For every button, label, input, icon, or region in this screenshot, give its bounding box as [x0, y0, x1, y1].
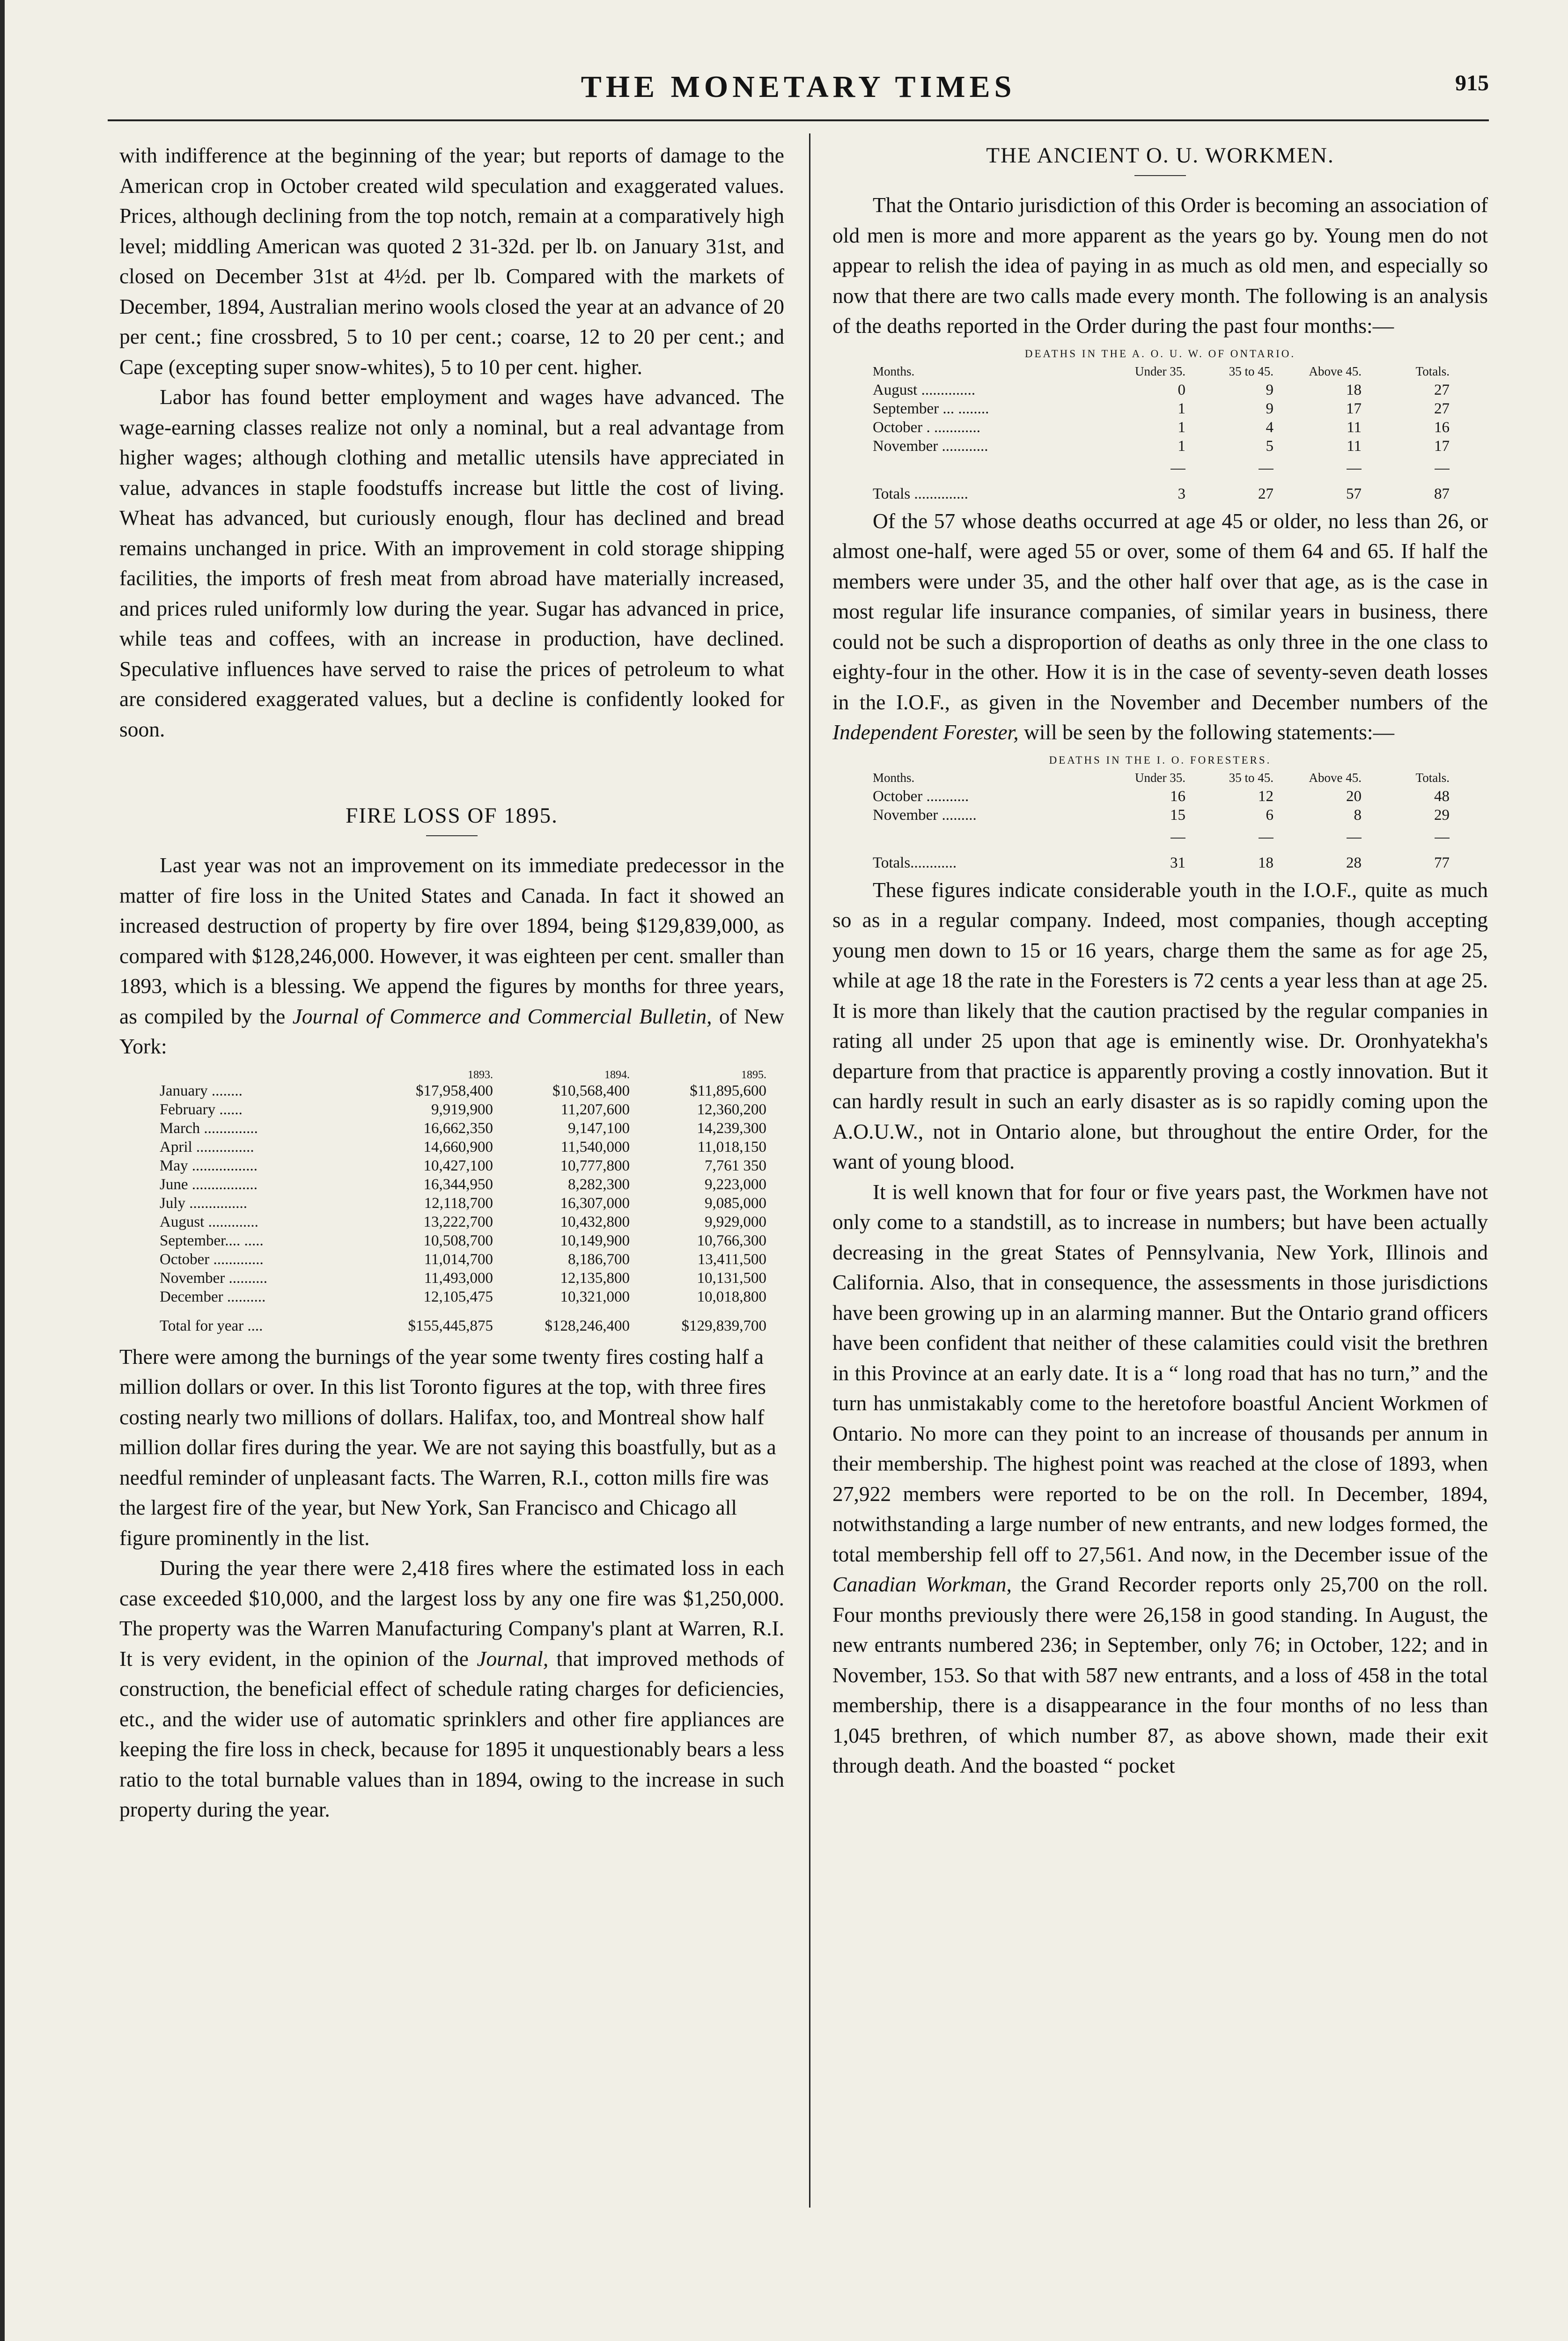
value-cell: 8,282,300	[568, 1176, 630, 1193]
value-cell: 9,085,000	[705, 1194, 766, 1212]
fire-p1-text: Last year was not an improvement on its immediate predecessor in the matter of fire loss in the United States and Canada. In fact it showed an increased destruction of property by fire over 1894, being $129,839,000, as compared with $128,246,000. However, it was eighteen per cent. smaller than 1893, which is a blessing. We append the figures by months for three years, as compiled by the	[119, 853, 784, 1028]
value-cell: 6	[1266, 806, 1274, 824]
table-header: Totals.	[1415, 364, 1450, 378]
value-cell: 10,777,800	[560, 1157, 630, 1174]
fire-loss-table	[157, 1068, 769, 1335]
table-header	[157, 1068, 359, 1082]
table-header-row	[870, 362, 1452, 381]
table-total-row	[870, 843, 1452, 872]
value-cell: 11	[1347, 419, 1362, 436]
heading-rule	[1134, 175, 1186, 176]
fire-p3-text: During the year there were 2,418 fires where the estimated loss in each case exceeded $10,000, and the largest loss by any one fire was $1,250,000. The property was the Warren Manufacturing Company's plant at Warren, R.I. It is very evident, in the opinion of the	[119, 1556, 784, 1671]
table-row	[870, 399, 1452, 418]
table-total-row	[870, 474, 1452, 503]
total-cell: $155,445,875	[408, 1317, 493, 1334]
value-cell: 16	[1434, 419, 1450, 436]
fire-p3-end: that improved methods of construction, the beneficial effect of schedule rating charges for deficiencies, etc., and the wider use of automatic sprinklers and other fire appliances are keeping the fire loss in check, because for 1895 it unquestionably bears a less ratio to the total burnable values than in 1894, owing to the increase in such property during the year.	[119, 1646, 785, 1821]
value-cell: 1	[1178, 419, 1185, 436]
dash-rule	[1347, 838, 1362, 839]
total-label: Totals ..............	[873, 485, 968, 502]
masthead	[108, 66, 1489, 122]
table-header: 35 to 45.	[1229, 364, 1274, 378]
month-cell: December ..........	[160, 1288, 266, 1305]
value-cell: 17	[1346, 400, 1362, 417]
total-label: Total for year ....	[160, 1317, 263, 1334]
value-cell: 48	[1434, 788, 1450, 805]
value-cell: 16	[1170, 788, 1185, 805]
page-binding-edge	[0, 0, 5, 2341]
value-cell: 9	[1266, 400, 1274, 417]
value-cell: 1	[1178, 437, 1185, 455]
table-row	[157, 1269, 769, 1288]
table-header: Months.	[873, 770, 915, 785]
value-cell: 27	[1434, 400, 1450, 417]
table-row	[157, 1156, 769, 1175]
heading-rule	[426, 835, 478, 836]
month-cell: October .............	[160, 1251, 264, 1268]
p2-end: will be seen by the following statements:—	[1023, 720, 1395, 744]
workmen-paragraph-4	[832, 1177, 1488, 1781]
iof-table-caption: DEATHS IN THE I. O. FORESTERS.	[1049, 754, 1272, 766]
month-cell: September.... .....	[160, 1232, 264, 1249]
value-cell: 11,540,000	[560, 1138, 630, 1156]
month-cell: August .............	[160, 1213, 258, 1230]
table-total-row	[157, 1306, 769, 1335]
value-cell: 16,344,950	[423, 1176, 493, 1193]
value-cell: 10,131,500	[697, 1269, 766, 1287]
total-cell: 3	[1178, 485, 1185, 502]
p4-text: It is well known that for four or five years past, the Workmen have not only come to a standstill, as to increase in numbers; but have been actually decreasing in the great States of Pennsylvania, New York, Illinois and California. Also, that in consequence, the assessments in those jurisdictions have been growing up in an alarming manner. But the Ontario grand officers have been confident that neither of these calamities could visit the brethren in this Province at an early date. It is a “ long road that has no turn,” and the turn has unmistakably come to the heretofore boastful Ancient Workmen of Ontario. No more can they point to an increase of thousands per annum in their membership. The highest point was reached at the close of 1893, when 27,922 members were reported to be on the roll. In December, 1894, notwithstanding a large number of new entrants, and new lodges formed, the total membership fell off to 27,561. And now, in the December issue of the	[832, 1179, 1488, 1566]
table-header: Under 35.	[1135, 364, 1185, 378]
value-cell: 14,660,900	[423, 1138, 493, 1156]
workmen-heading: THE ANCIENT O. U. WORKMEN.	[986, 143, 1334, 168]
fire-p1-end: of New York:	[119, 1004, 784, 1058]
table-row	[157, 1194, 769, 1213]
value-cell: 16,662,350	[423, 1119, 493, 1137]
month-cell: November .........	[873, 806, 977, 824]
independent-forester-title: Independent Forester,	[832, 720, 1019, 744]
table-header-row	[157, 1068, 769, 1082]
p2-text: Of the 57 whose deaths occurred at age 45 or older, no less than 26, or almost one-half, were aged 55 or over, some of them 64 and 65. If half the members were under 35, and the other half over that age, as is the case in most regular life insurance companies, of similar years in business, there could not be such a disproportion of deaths as only three in the one class to eighty-four in the other. How it is in the case of seventy-seven death losses in the I.O.F., as given in the November and December numbers of the	[832, 508, 1488, 714]
value-cell: 10,321,000	[560, 1288, 630, 1305]
month-cell: May .................	[160, 1157, 258, 1174]
value-cell: 17	[1434, 437, 1450, 455]
value-cell: 12	[1258, 788, 1274, 805]
value-cell: 11,018,150	[697, 1138, 766, 1156]
table-row	[157, 1138, 769, 1156]
total-cell: 77	[1434, 854, 1450, 871]
table-row	[157, 1213, 769, 1231]
month-cell: February ......	[160, 1101, 243, 1118]
month-cell: September ... ........	[873, 400, 989, 417]
month-cell: June .................	[160, 1176, 258, 1193]
value-cell: 9,919,900	[431, 1101, 493, 1118]
value-cell: 0	[1178, 381, 1185, 398]
table-row	[157, 1175, 769, 1194]
table-row	[157, 1119, 769, 1138]
table-header: Above 45.	[1309, 364, 1362, 378]
total-cell: 87	[1434, 485, 1450, 502]
value-cell: 7,761 350	[705, 1157, 766, 1174]
value-cell: 8	[1354, 806, 1362, 824]
value-cell: 10,018,800	[697, 1288, 766, 1305]
workmen-paragraph-1: That the Ontario jurisdiction of this Order is becoming an association of old men is more and more apparent as the years go by. Young men do not appear to relish the idea of paying in as much as old men, and especially so now that there are two calls made every month. The following is an analysis of the deaths reported in the Order during the past four months:—	[832, 193, 1488, 338]
total-cell: 31	[1170, 854, 1185, 871]
table-header: Under 35.	[1135, 770, 1185, 785]
month-cell: October ...........	[873, 788, 969, 805]
table-dash-row	[870, 825, 1452, 843]
total-cell: $128,246,400	[545, 1317, 630, 1334]
value-cell: 13,411,500	[697, 1251, 766, 1268]
table-row	[870, 806, 1452, 825]
month-cell: January ........	[160, 1082, 243, 1099]
value-cell: 20	[1346, 788, 1362, 805]
dash-rule	[1259, 469, 1274, 470]
iof-deaths-table	[870, 768, 1452, 872]
table-dash-row	[870, 456, 1452, 474]
value-cell: 11,014,700	[424, 1251, 493, 1268]
month-cell: October . ............	[873, 419, 981, 436]
total-cell: 57	[1346, 485, 1362, 502]
wool-market-paragraph: with indifference at the beginning of the year; but reports of damage to the American crop in October created wild speculation and exaggerated values. Prices, although declining from the top notch, remain at a comparatively high level; middling American was quoted 2 31-32d. per lb. on January 31st, and closed on December 31st at 4½d. per lb. Compared with the markets of December, 1894, Australian merino wools closed the year at an advance of 20 per cent.; fine crossbred, 5 to 10 per cent.; coarse, 12 to 20 per cent.; and Cape (excepting super snow-whites), 5 to 10 per cent. higher.	[119, 143, 784, 379]
value-cell: $10,568,400	[552, 1082, 630, 1099]
table-row	[157, 1288, 769, 1306]
month-cell: March ..............	[160, 1119, 258, 1137]
month-cell: November ..........	[160, 1269, 268, 1287]
value-cell: 12,118,700	[424, 1194, 493, 1212]
dash-rule	[1259, 838, 1274, 839]
aouw-table-caption: DEATHS IN THE A. O. U. W. OF ONTARIO.	[1024, 347, 1296, 360]
table-row	[870, 787, 1452, 806]
total-label: Totals............	[873, 854, 957, 871]
dash-rule	[1170, 838, 1185, 839]
fire-loss-paragraph-3	[119, 1553, 784, 1825]
value-cell: 5	[1266, 437, 1274, 455]
table-header: 1894.	[604, 1068, 630, 1081]
value-cell: 12,135,800	[560, 1269, 630, 1287]
table-row	[157, 1082, 769, 1100]
p4-end: the Grand Recorder reports only 25,700 on the roll. Four months previously there were 26,158 in good standing. In August, the new entrants numbered 236; in September, only 76; in October, 122; and in November, 153. So that with 587 new entrants, and a loss of 458 in the total membership, there is a disappearance in the four months of no less than 1,045 brethren, of which number 87, as above shown, made their exit through death. And the boasted “ pocket	[832, 1572, 1488, 1777]
table-header: Above 45.	[1309, 770, 1362, 785]
value-cell: 10,766,300	[697, 1232, 766, 1249]
value-cell: 4	[1266, 419, 1274, 436]
fire-loss-heading: FIRE LOSS OF 1895.	[346, 803, 558, 828]
value-cell: 10,149,900	[560, 1232, 630, 1249]
month-cell: August ..............	[873, 381, 976, 398]
canadian-workman-title: Canadian Workman,	[832, 1572, 1012, 1596]
labor-paragraph: Labor has found better employment and wages have advanced. The wage-earning classes realize not only a nominal, but a real advantage from higher wages; although clothing and metallic utensils have appreciated in value, advances in staple foodstuffs increase but little the cost of living. Wheat has advanced, but curiously enough, flour has declined and bread remains unchanged in price. With an improvement in cold storage shipping facilities, the imports of fresh meat from abroad have materially increased, and prices ruled uniformly low during the year. Sugar has advanced in price, while teas and coffees, with an increase in production, have declined. Speculative influences have served to raise the prices of petroleum to what are considered exaggerated values, but a decline is confidently looked for soon.	[119, 385, 784, 741]
masthead-rule	[108, 119, 1489, 121]
journal-ref: Journal,	[477, 1646, 549, 1671]
table-header: 35 to 45.	[1229, 770, 1274, 785]
aouw-deaths-table	[870, 362, 1452, 503]
table-row	[157, 1100, 769, 1119]
month-cell: November ............	[873, 437, 988, 455]
value-cell: 10,432,800	[560, 1213, 630, 1230]
value-cell: 9,223,000	[705, 1176, 766, 1193]
value-cell: 15	[1170, 806, 1185, 824]
masthead-title: THE MONETARY TIMES	[581, 70, 1016, 104]
total-cell: 18	[1258, 854, 1274, 871]
table-header: Totals.	[1415, 770, 1450, 785]
total-cell: $129,839,700	[681, 1317, 766, 1334]
value-cell: 10,427,100	[423, 1157, 493, 1174]
value-cell: 10,508,700	[423, 1232, 493, 1249]
table-header: 1893.	[468, 1068, 493, 1081]
workmen-paragraph-2	[832, 506, 1488, 748]
page-number: 915	[1455, 71, 1489, 96]
table-header: Months.	[873, 364, 915, 378]
table-header-row	[870, 768, 1452, 787]
table-header: 1895.	[741, 1068, 766, 1081]
value-cell: 16,307,000	[560, 1194, 630, 1212]
value-cell: $17,958,400	[416, 1082, 493, 1099]
dash-rule	[1435, 838, 1450, 839]
value-cell: 11,207,600	[560, 1101, 630, 1118]
value-cell: 9,929,000	[705, 1213, 766, 1230]
left-column	[119, 140, 784, 1825]
section-spacer	[119, 744, 784, 801]
value-cell: 1	[1178, 400, 1185, 417]
fire-loss-paragraph-2: There were among the burnings of the year some twenty fires costing half a million dollars or over. In this list Toronto figures at the top, with three fires costing nearly two millions of dollars. Halifax, too, and Montreal show half million dollar fires during the year. We are not saying this boastfully, but as a needful reminder of unpleasant facts. The Warren, R.I., cotton mills fire was the largest fire of the year, but New York, San Francisco and Chicago all figure prominently in the list.	[119, 1344, 776, 1550]
total-cell: 27	[1258, 485, 1274, 502]
workmen-paragraph-3: These figures indicate considerable youth in the I.O.F., quite as much so as in a regular company. Indeed, most companies, though accepting young men down to 15 or 16 years, charge them the same as for age 25, while at age 18 the rate in the Foresters is 72 cents a year less than at age 25. It is more than likely that the caution practised by the regular companies in rating all under 25 upon that age is eminently wise. Dr. Oronhyatekha's departure from that practice is apparently proving a costly innovation. But it can hardly result in such an early disaster as is so rapidly coming upon the A.O.U.W., not in Ontario alone, but throughout the entire Order, for the want of young blood.	[832, 877, 1488, 1173]
dash-rule	[1170, 469, 1185, 470]
value-cell: 27	[1434, 381, 1450, 398]
value-cell: 14,239,300	[697, 1119, 766, 1137]
table-row	[870, 381, 1452, 399]
value-cell: 13,222,700	[423, 1213, 493, 1230]
value-cell: 8,186,700	[568, 1251, 630, 1268]
value-cell: 9	[1266, 381, 1274, 398]
value-cell: 9,147,100	[568, 1119, 630, 1137]
table-row	[157, 1250, 769, 1269]
total-cell: 28	[1346, 854, 1362, 871]
fire-loss-paragraph-1	[119, 850, 784, 1062]
table-row	[157, 1231, 769, 1250]
value-cell: 11,493,000	[424, 1269, 493, 1287]
table-row	[870, 418, 1452, 437]
value-cell: 11	[1347, 437, 1362, 455]
right-column	[809, 140, 1488, 1781]
month-cell: July ...............	[160, 1194, 248, 1212]
dash-rule	[1347, 469, 1362, 470]
journal-title: Journal of Commerce and Commercial Bulletin,	[292, 1004, 712, 1028]
value-cell: 29	[1434, 806, 1450, 824]
table-row	[870, 437, 1452, 456]
value-cell: 12,105,475	[423, 1288, 493, 1305]
value-cell: 12,360,200	[697, 1101, 766, 1118]
value-cell: $11,895,600	[690, 1082, 766, 1099]
value-cell: 18	[1346, 381, 1362, 398]
month-cell: April ...............	[160, 1138, 254, 1156]
dash-rule	[1435, 469, 1450, 470]
